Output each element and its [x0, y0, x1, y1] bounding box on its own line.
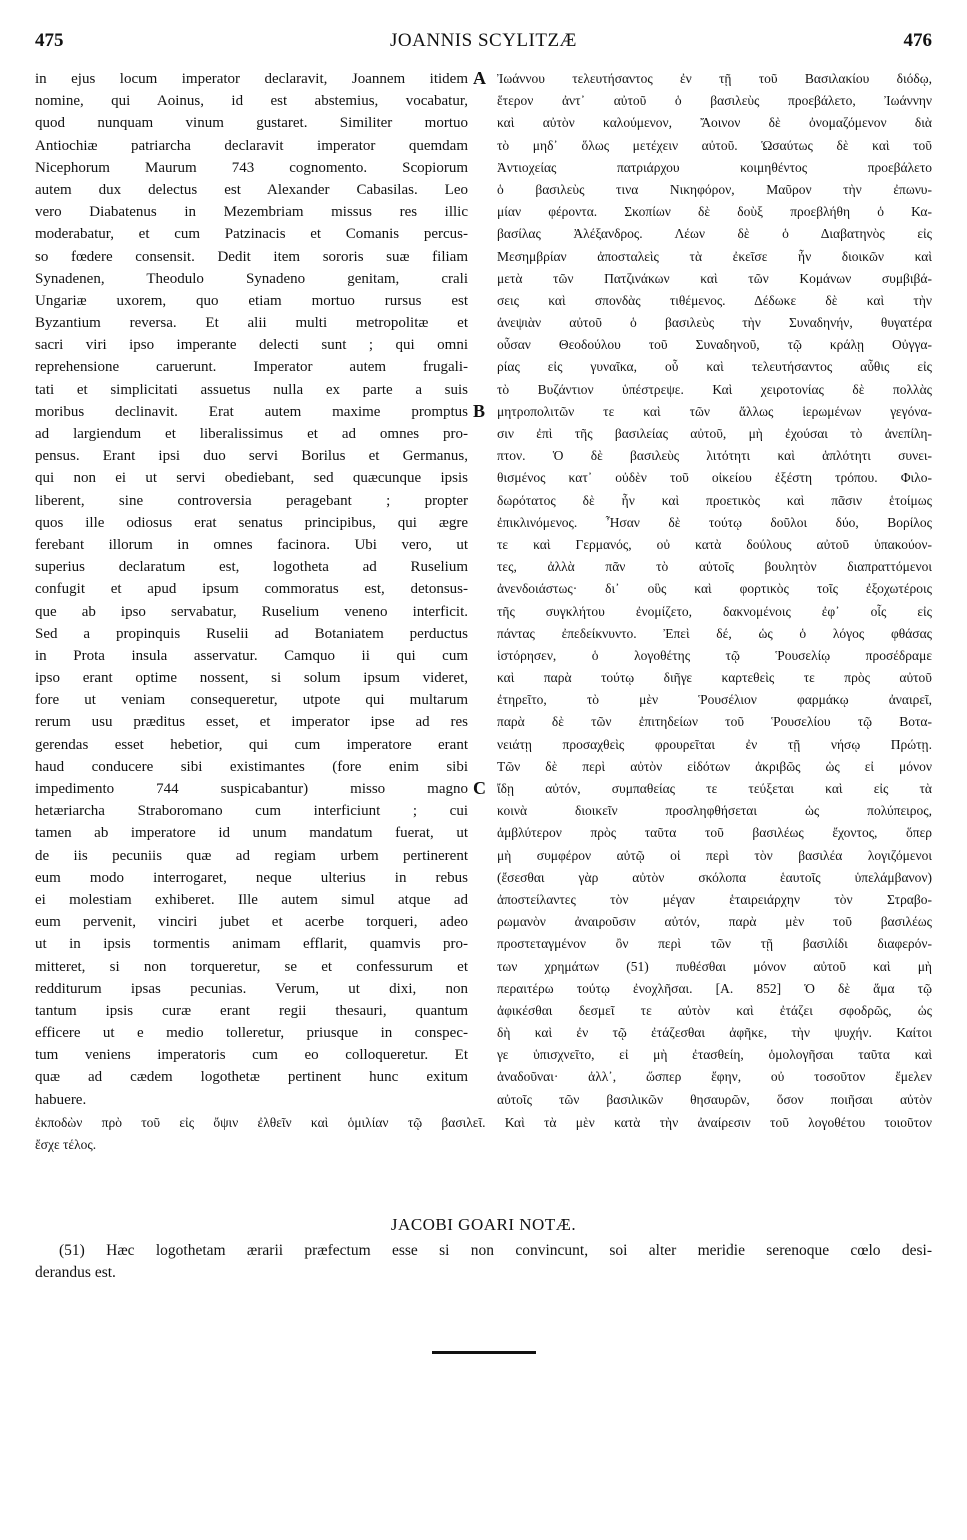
text-line: hetæriarcha Straboromano cum interficiunt ; cui [35, 803, 468, 820]
text-line: πτον. Ὁ δὲ βασιλεὺς λιτότητι καὶ ἁπλότητι συνει- [497, 448, 932, 464]
text-line: γε ὑπισχνεῖτο, εἰ μὴ ἐτασθείη, ὁμολογῆσαι ταῦτα καὶ [497, 1047, 932, 1063]
page-number-left: 475 [35, 30, 64, 51]
text-line: παρὰ δὲ τῶν ἐπιτηδείων τοῦ Ῥουσελίου τῷ Βοτα- [497, 714, 932, 730]
text-line: redditurum ipsas pecunias. Verum, ut dixi, non [35, 980, 468, 997]
greek-column [497, 68, 932, 1111]
text-line: tantum ipsis curæ erant regii thesauri, quantum [35, 1002, 468, 1019]
text-line: ἐτηρεῖτο, τὸ μὲν Ῥουσέλιον φαρμάκῳ ἀναιρεῖ, [497, 692, 932, 708]
text-line: τες, ἀλλὰ πᾶν τὸ αὐτοῖς βουλητὸν διαπραττόμενοι [497, 559, 932, 575]
text-line: ἐπικλινόμενος. Ἦσαν δὲ τούτῳ δοῦλοι δύο, Βορίλος [497, 514, 932, 530]
text-line: ferebant illorum in omnes facinora. Ubi vero, ut [35, 536, 468, 553]
text-line: ρίας εἰς γυναῖκα, οὗ καὶ τελευτήσαντος αὖθις εἰς [497, 359, 932, 375]
text-line: ἀναδοῦναι· ἀλλ᾽, ὥσπερ ἔφην, οὐ τοσοῦτον ἔμελεν [497, 1069, 932, 1085]
text-line: rerum usu præditus esset, et imperator ipse ad res [35, 714, 468, 731]
text-line: ἐκποδὼν πρὸ τοῦ εἰς ὄψιν ἐλθεῖν καὶ ὁμιλίαν τῷ βασιλεῖ. Καὶ τὰ μὲν κατὰ τὴν ἀναίρεσιν τοῦ λογοθέτου τοιοῦτον [35, 1115, 932, 1130]
text-line: καὶ παρὰ τούτῳ διῆγε καρτεθεὶς τε πρὸς αὐτοῦ [497, 670, 932, 686]
text-line: moderabatur, et cum Patzinacis et Comanis percus- [35, 226, 468, 243]
page-number-right: 476 [903, 30, 932, 51]
text-line: ἴδῃ αὐτόν, συμπαθείας τε τεύξεται καὶ εἰς τὰ [497, 781, 932, 796]
text-line: in Prota insula asservatur. Camquo ii qui cum [35, 647, 468, 664]
text-line: πάντας ἐπεδείκνυντο. Ἐπεὶ δέ, ὡς ὁ λόγος φθάσας [497, 625, 932, 641]
text-line: qui non ei ut servi obediebant, sed quæcunque ipsis [35, 470, 468, 487]
text-line: των χρημάτων (51) πυθέσθαι μόνον αὐτοῦ καὶ μὴ [497, 958, 932, 974]
text-line: que ab ipso servabatur, Ruselium veneno interficit. [35, 603, 468, 620]
text-line: (ἔσεσθαι γὰρ αὐτὸν σκόλοπα ἑαυτοῖς ὑπελάμβανον) [497, 869, 932, 885]
text-line: κοινὰ διοικεῖν προσληφθήσεται ὡς πολύπειρος, [497, 803, 932, 819]
text-line: confugit et apud ipsum commoratus est, detonsus- [35, 581, 468, 598]
text-line: σεις καὶ σπονδὰς τιθέμενος. Δέδωκε δὲ καὶ τὴν [497, 292, 932, 308]
text-line: eum pervenit, vinciri jubet et acerbe torqueri, adeo [35, 914, 468, 931]
text-line: δὴ καὶ ἐν τῷ ἐτάζεσθαι ἀφῆκε, τὴν ψυχήν. Καίτοι [497, 1025, 932, 1041]
note-line: (51) Hæc logothetam ærarii præfectum esse si non convincunt, soi alter meridie serenoque cœlo desi- [59, 1242, 932, 1259]
text-line: reprehensione caruerunt. Imperator autem frugali- [35, 359, 468, 376]
text-line: Sed a propinquis Ruselii ad Botaniatem perductus [35, 625, 468, 642]
text-line: ἕτερον ἀντ᾽ αὐτοῦ ὁ βασιλεὺς προεβάλετο, Ἰωάννην [497, 93, 932, 109]
text-line: ἀφικέσθαι δεσμεῖ τε αὐτὸν καὶ ἐτάζει σφοδρῶς, ὡς [497, 1002, 932, 1018]
full-width-greek [35, 1112, 932, 1156]
text-line: tati et simplicitati assuetus nulla ex parte a suis [35, 381, 468, 398]
text-line: ρωμανὸν ἀναιροῦσιν αὐτόν, παρὰ μὲν τοῦ βασιλέως [497, 914, 932, 930]
text-line: tum veniens imperatoris cum eo colloqueretur. Et [35, 1047, 468, 1064]
notes-title: JACOBI GOARI NOTÆ. [390, 1215, 577, 1234]
text-line: ἀνενδοιάστως· δι᾽ οὓς καὶ φορτικὸς τοῖς ἐξοχωτέροις [497, 581, 932, 597]
latin-column [35, 68, 468, 1111]
text-line: quæ ad cædem logothetæ pertinent hunc exitum [35, 1069, 468, 1086]
text-line: οὖσαν Θεοδούλου τοῦ Συναδηνοῦ, τῷ κράλῃ Οὐγγα- [497, 337, 932, 353]
text-line: μετὰ τῶν Πατζινάκων καὶ τῶν Κομάνων συμβιβά- [497, 270, 932, 286]
text-line: τῆς συγκλήτου ἐνομίζετο, δακνομένοις ἐφ᾽ οἷς εἰς [497, 603, 932, 619]
text-line: Μεσημβρίαν ἀποσταλεὶς τὰ ἐκεῖσε ἦν διοικῶν καὶ [497, 248, 932, 264]
text-line: αὐτοῖς τῶν βασιλικῶν θησαυρῶν, ὅσον ποιῆσαι αὐτὸν [497, 1091, 932, 1107]
text-line: προστεταγμένον ὂν περὶ τῶν τῇ βασιλίδι διαφερόν- [497, 936, 932, 952]
text-line: ὁ βασιλεὺς τινα Νικηφόρον, Μαῦρον τὴν ἐπωνυ- [497, 181, 932, 197]
margin-marker-c: C [473, 778, 486, 798]
text-line: Byzantium reversa. Et alii multi metropolitæ et [35, 315, 468, 332]
text-line: Synadenen, Theodulo Synadeno genitam, crali [35, 270, 468, 287]
text-line: impedimento 744 suspicabantur) misso magno [35, 781, 468, 797]
text-line: habuere. [35, 1091, 87, 1108]
text-line: τε καὶ Γερμανός, οὐ κατὰ δούλους αὐτοῦ ὑπακούον- [497, 536, 932, 552]
text-line: μίαν φέροντα. Σκοπίων δὲ δοὺξ προεβλήθη ὁ Κα- [497, 204, 932, 220]
text-line: eum modo interrogaret, neque ulterius in rebus [35, 869, 468, 886]
text-line: mitteret, si non torqueretur, se et confessurum et [35, 958, 468, 975]
text-line: gerendas esset hebetior, qui cum imperatore erant [35, 736, 468, 753]
text-line: τὸ μηδ᾽ ὅλως μετέχειν αὐτοῦ. Ὡσαύτως δὲ καὶ τοῦ [497, 137, 932, 153]
text-line: βασίλας Ἀλέξανδρος. Λέων δὲ ὁ Διαβατηνὸς εἰς [497, 226, 932, 242]
text-line: quos ille odiosus erat senatus principibus, qui ægre [35, 514, 468, 531]
text-line: vero Diabatenus in Mezembriam missus res illic [35, 204, 468, 221]
text-line: sacri viri ipso imperante delecti sunt ; qui omni [35, 337, 468, 354]
text-line: θισμένος κατ᾽ οὐδὲν τοῦ οἰκείου ἐξέστη τρόπου. Φιλο- [497, 470, 932, 486]
text-line: in ejus locum imperator declaravit, Joannem itidem [35, 71, 468, 87]
text-line: de iis pecuniis quæ ad regiam urbem pertinerent [35, 847, 468, 864]
text-line: σιν ἐπὶ τῆς βασιλείας αὐτοῦ, μὴ ἐχούσαι τὸ ἀνεπίλη- [497, 426, 932, 441]
text-line: περαιτέρω τούτῳ ἐνοχλῆσαι. [A. 852] Ὁ δὲ ἅμα τῷ [497, 980, 932, 996]
text-line: ἀμβλύτερον πρὸς ταῦτα τοῦ βασιλέως ἔχοντος, ὅπερ [497, 825, 932, 841]
text-line: autem dux delectus est Alexander Cabasilas. Leo [35, 181, 468, 198]
text-line: haud conducere sibi existimantes (fore enim sibi [35, 758, 468, 775]
footnotes [35, 1240, 932, 1284]
text-line: Ἀντιοχείας πατριάρχου κοιμηθέντος προεβάλετο [497, 159, 932, 175]
text-line: moribus declinavit. Erat autem maxime promptus [35, 403, 468, 420]
text-line: μητροπολιτῶν τε καὶ τῶν ἄλλως ἱερωμένων γεγόνα- [497, 403, 932, 419]
text-line: fore ut veniam consequeretur, utpote qui multarum [35, 692, 468, 709]
text-line: Τῶν δὲ περὶ αὐτὸν εἰδότων ἀκριβῶς ὡς εἰ μόνον [497, 758, 932, 774]
text-line: ipso erant optime nossent, si solum ipsum videret, [35, 670, 468, 687]
text-line: νειάτῃ προσαχθεὶς φρουρεῖται ἐν τῇ νήσῳ Πρώτῃ. [497, 736, 932, 752]
text-line: Ungariæ uxorem, quo etiam mortuo rursus est [35, 292, 468, 309]
text-line: ἔσχε τέλος. [35, 1137, 97, 1153]
text-line: ut in ipsis tormentis animam efflarit, quamvis pro- [35, 936, 468, 953]
text-line: so fœdere consensit. Dedit item sororis suæ filiam [35, 248, 468, 265]
text-line: tamen ab imperatore id unum mandatum fuerat, ut [35, 825, 468, 842]
text-line: Ἰωάννου τελευτήσαντος ἐν τῇ τοῦ Βασιλακίου διόδῳ, [497, 71, 932, 86]
text-line: ἀποστείλαντες τὸν μέγαν ἑταιρειάρχην τὸν Στραβο- [497, 891, 932, 907]
note-line: derandus est. [35, 1264, 116, 1282]
text-line: ei molestiam exhiberet. Ille autem simul atque ad [35, 891, 468, 908]
text-line: superius declaratum est, logotheta ad Ruselium [35, 559, 468, 576]
margin-marker-b: B [473, 401, 486, 421]
text-line: ἱστόρησεν, ὁ λογοθέτης τῷ Ῥουσελίῳ προσέδραμε [497, 647, 932, 663]
margin-marker-a: A [473, 68, 486, 88]
running-title: JOANNIS SCYLITZÆ [390, 30, 577, 51]
closing-rule [432, 1351, 536, 1354]
text-line: quod nunquam vinum gustaret. Similiter mortuo [35, 115, 468, 132]
running-header [35, 30, 932, 60]
text-line: τὸ Βυζάντιον ὑπέστρεψε. Καὶ χειροτονίας δὲ πολλὰς [497, 381, 932, 397]
text-line: nomine, qui Aoinus, id est abstemius, vocabatur, [35, 93, 468, 110]
text-line: ἀνεψιὰν αὐτοῦ ὁ βασιλεὺς τὴν Συναδηνήν, θυγατέρα [497, 315, 932, 331]
text-line: μὴ συμφέρον αὐτῷ οἱ περὶ τὸν βασιλέα λογιζόμενοι [497, 847, 932, 863]
text-line: καὶ αὐτὸν καλούμενον, Ἄοινον δὲ ὀνομαζόμενον διὰ [497, 115, 932, 131]
text-line: ad largiendum et liberalissimus et ad omnes pro- [35, 426, 468, 442]
text-line: δωρότατος δὲ ἦν καὶ προετικὸς καὶ πᾶσιν ἑτοίμως [497, 492, 932, 508]
text-line: efficere ut e medio tolleretur, priusque in conspec- [35, 1025, 468, 1042]
text-line: Antiochiæ patriarcha declaravit imperator quemdam [35, 137, 468, 154]
text-line: liberent, sine controversia peragebant ; propter [35, 492, 468, 509]
text-line: pensus. Erant ipsi duo servi Borilus et Germanus, [35, 448, 468, 465]
text-line: Nicephorum Maurum 743 cognomento. Scopiorum [35, 159, 468, 176]
